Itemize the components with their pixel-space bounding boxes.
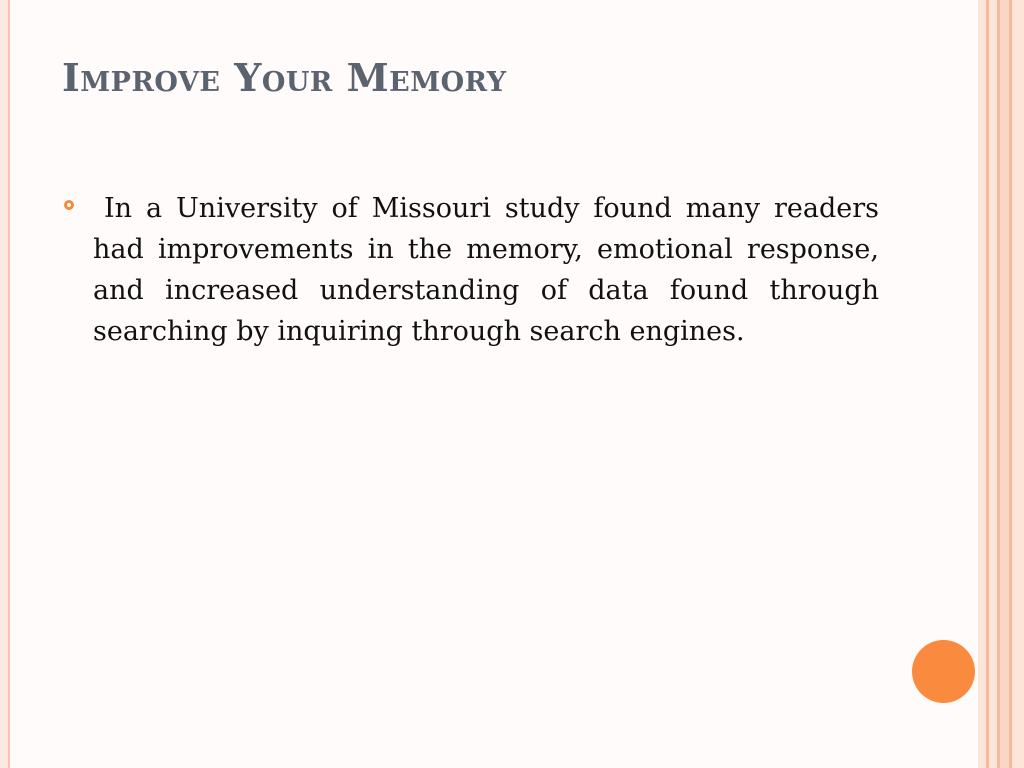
stripe: [989, 0, 997, 768]
left-frame-border: [0, 0, 10, 768]
stripe: [978, 0, 986, 768]
bullet-item: [64, 188, 879, 352]
slide-content-area: [10, 0, 978, 768]
right-decorative-stripes: [978, 0, 1024, 768]
stripe: [1000, 0, 1009, 768]
bullet-ring-icon: [64, 200, 74, 210]
stripe: [1012, 0, 1024, 768]
slide-title: Improve Your Memory: [62, 55, 507, 100]
decorative-orange-circle: [912, 640, 975, 703]
bullet-text: In a University of Missouri study found many readers had improvements in the memory, emotional response, and increased understanding of data found through searching by inquiring through search engines.: [93, 193, 879, 347]
